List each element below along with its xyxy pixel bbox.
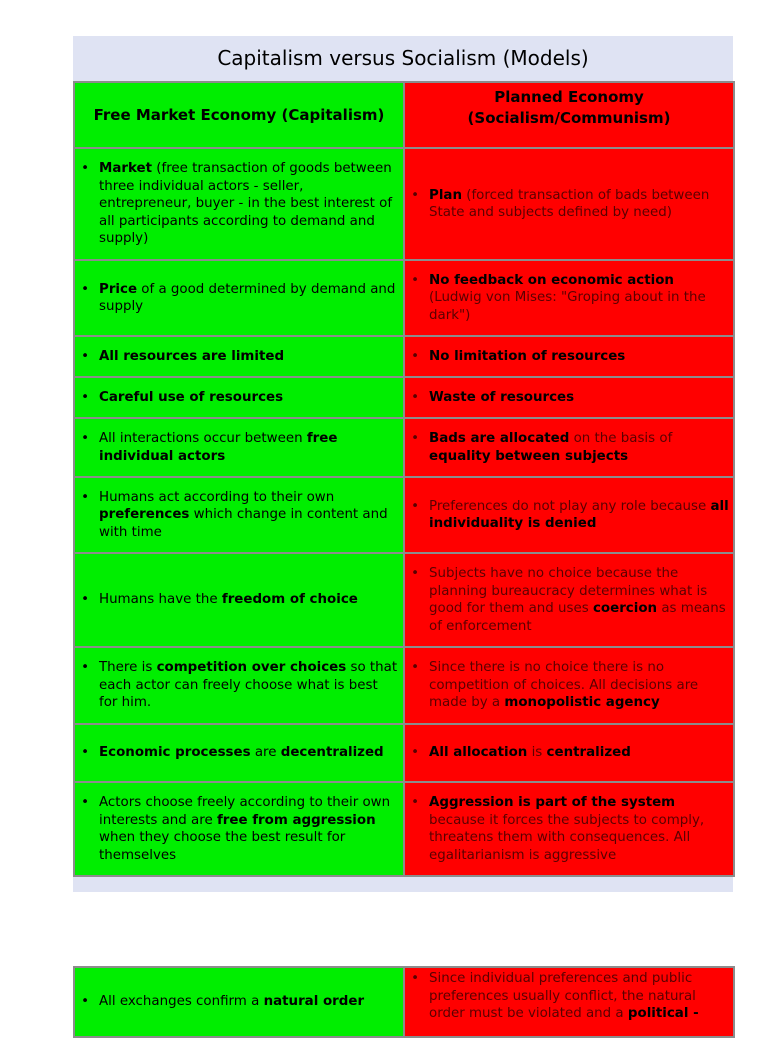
bold-text: centralized [546, 745, 631, 761]
text-run: when they choose the best result for themselves [99, 830, 346, 863]
cell-text [99, 591, 403, 609]
bullet-icon: • [411, 566, 419, 581]
bullet-icon: • [81, 994, 89, 1010]
cell-text [99, 389, 403, 407]
header-capitalism [74, 82, 404, 148]
text-run: (forced transaction of bads between State and subjects defined by need) [429, 187, 710, 220]
text-run: All interactions occur between [99, 431, 307, 446]
bold-text: decentralized [280, 745, 384, 761]
bold-text: All resources are limited [99, 348, 285, 364]
table-row [74, 336, 734, 377]
bold-text: No limitation of resources [429, 348, 626, 364]
socialism-cell [404, 782, 734, 876]
document-page-1 [73, 36, 733, 892]
cell-text [99, 744, 403, 762]
cell-text [429, 744, 733, 762]
cell-text [99, 659, 403, 712]
bullet-icon: • [411, 389, 419, 405]
table-row [74, 148, 734, 260]
table-row [74, 967, 734, 1037]
capitalism-cell [74, 553, 404, 647]
text-run: because it forces the subjects to comply, threatens them with consequences. All egalitarianism is aggressive [429, 812, 705, 863]
bullet-icon: • [411, 971, 419, 986]
header-right-line2: (Socialism/Communism) [467, 109, 671, 127]
capitalism-cell [74, 418, 404, 477]
bullet-icon: • [81, 660, 89, 676]
document-page-2 [73, 966, 733, 1036]
bullet-icon: • [81, 281, 89, 297]
bullet-icon: • [81, 592, 89, 608]
socialism-cell [404, 148, 734, 260]
table-row [74, 477, 734, 553]
cell-text [429, 498, 733, 533]
bold-text: competition over choices [156, 660, 347, 676]
cell-text [429, 348, 733, 366]
cell-text [99, 430, 403, 465]
text-run: are [250, 745, 281, 761]
cell-text [429, 389, 733, 407]
text-run: Preferences do not play any role because [429, 498, 711, 514]
bold-text: Aggression is part of the system [429, 795, 676, 810]
bullet-icon: • [81, 745, 89, 761]
bold-text: equality between subjects [429, 448, 629, 464]
bullet-icon: • [411, 660, 419, 676]
cell-text [429, 430, 733, 465]
text-run: Subjects have no choice because the planning bureaucracy determines what is good for them and uses [429, 566, 708, 616]
bold-text: Bads are allocated [429, 431, 570, 446]
socialism-cell [404, 377, 734, 418]
bullet-icon: • [81, 795, 89, 810]
text-run: on the basis of [569, 431, 673, 446]
bold-text: Price [99, 281, 138, 297]
bullet-icon: • [411, 498, 419, 514]
capitalism-cell [74, 477, 404, 553]
cell-text [429, 565, 733, 635]
text-run: as means of enforcement [429, 601, 726, 634]
table-row [74, 782, 734, 876]
comparison-table [73, 81, 735, 877]
cell-text [429, 272, 733, 325]
bullet-icon: • [411, 187, 419, 203]
bullet-icon: • [411, 272, 419, 288]
bullet-icon: • [81, 431, 89, 446]
capitalism-cell [74, 967, 404, 1037]
cell-text [429, 970, 733, 1023]
bold-text: natural order [263, 994, 365, 1010]
capitalism-cell [74, 782, 404, 876]
cell-text [99, 281, 403, 316]
cell-text [429, 794, 733, 864]
table-row [74, 553, 734, 647]
bullet-icon: • [81, 489, 89, 505]
table-row [74, 260, 734, 336]
text-run: All exchanges confirm a [99, 994, 264, 1010]
text-run: Humans have the [99, 592, 222, 608]
bullet-icon: • [411, 431, 419, 446]
bold-text: No feedback on economic action [429, 272, 674, 288]
cell-text [99, 348, 403, 366]
socialism-cell [404, 967, 734, 1037]
text-run: of a good determined by demand and supply [99, 281, 396, 314]
bold-text: Careful use of resources [99, 389, 284, 405]
bold-text: Waste of resources [429, 389, 575, 405]
header-socialism [404, 82, 734, 148]
capitalism-cell [74, 336, 404, 377]
bold-text: Plan [429, 187, 462, 203]
text-run: Since there is no choice there is no competition of choices. All decisions are made by a [429, 660, 699, 711]
text-run: Actors choose freely according to their own interests and are [99, 795, 391, 828]
page-title: Capitalism versus Socialism (Models) [217, 46, 589, 70]
socialism-cell [404, 553, 734, 647]
capitalism-cell [74, 647, 404, 724]
text-run: (free transaction of goods between three individual actors - seller, entrepreneur, buyer - in the best interest of all participants according to demand and supply) [99, 161, 393, 247]
text-run: Since individual preferences and public preferences usually conflict, the natural order must be violated and a [429, 971, 696, 1021]
cell-text [429, 187, 733, 222]
text-run: so that each actor can freely choose what is best for him. [99, 660, 398, 711]
table-row [74, 377, 734, 418]
cell-text [429, 659, 733, 712]
table-row [74, 724, 734, 782]
cell-text [99, 993, 403, 1011]
bold-text: monopolistic agency [504, 695, 660, 711]
socialism-cell [404, 477, 734, 553]
capitalism-cell [74, 260, 404, 336]
bold-text: Market [99, 161, 152, 177]
socialism-cell [404, 336, 734, 377]
bold-text: All allocation [429, 745, 528, 761]
header-left-label: Free Market Economy (Capitalism) [93, 105, 385, 124]
bold-text: free from aggression [216, 812, 376, 828]
bullet-icon: • [411, 348, 419, 364]
text-run: There is [99, 660, 157, 676]
bold-text: all individuality is denied [429, 498, 729, 531]
bold-text: free individual actors [99, 431, 338, 464]
cell-text [99, 160, 403, 248]
table-header-row [74, 82, 734, 148]
cell-text [99, 794, 403, 864]
bullet-icon: • [81, 348, 89, 364]
bold-text: freedom of choice [221, 592, 358, 608]
text-run: which change in content and with time [99, 507, 388, 540]
bold-text: political - [627, 1006, 699, 1021]
comparison-table-continued [73, 966, 735, 1038]
header-right-line1: Planned Economy [494, 88, 644, 106]
socialism-cell [404, 724, 734, 782]
bullet-icon: • [411, 745, 419, 761]
bullet-icon: • [81, 389, 89, 405]
capitalism-cell [74, 377, 404, 418]
bold-text: preferences [99, 507, 190, 523]
cell-text [99, 489, 403, 542]
socialism-cell [404, 260, 734, 336]
bullet-icon: • [81, 161, 89, 177]
table-row [74, 647, 734, 724]
bold-text: coercion [592, 601, 658, 616]
capitalism-cell [74, 724, 404, 782]
socialism-cell [404, 647, 734, 724]
text-run: is [527, 745, 547, 761]
bullet-icon: • [411, 795, 419, 810]
bold-text: Economic processes [99, 745, 251, 761]
table-row [74, 418, 734, 477]
capitalism-cell [74, 148, 404, 260]
text-run: (Ludwig von Mises: "Groping about in the dark") [429, 290, 706, 323]
socialism-cell [404, 418, 734, 477]
text-run: Humans act according to their own [99, 489, 335, 505]
